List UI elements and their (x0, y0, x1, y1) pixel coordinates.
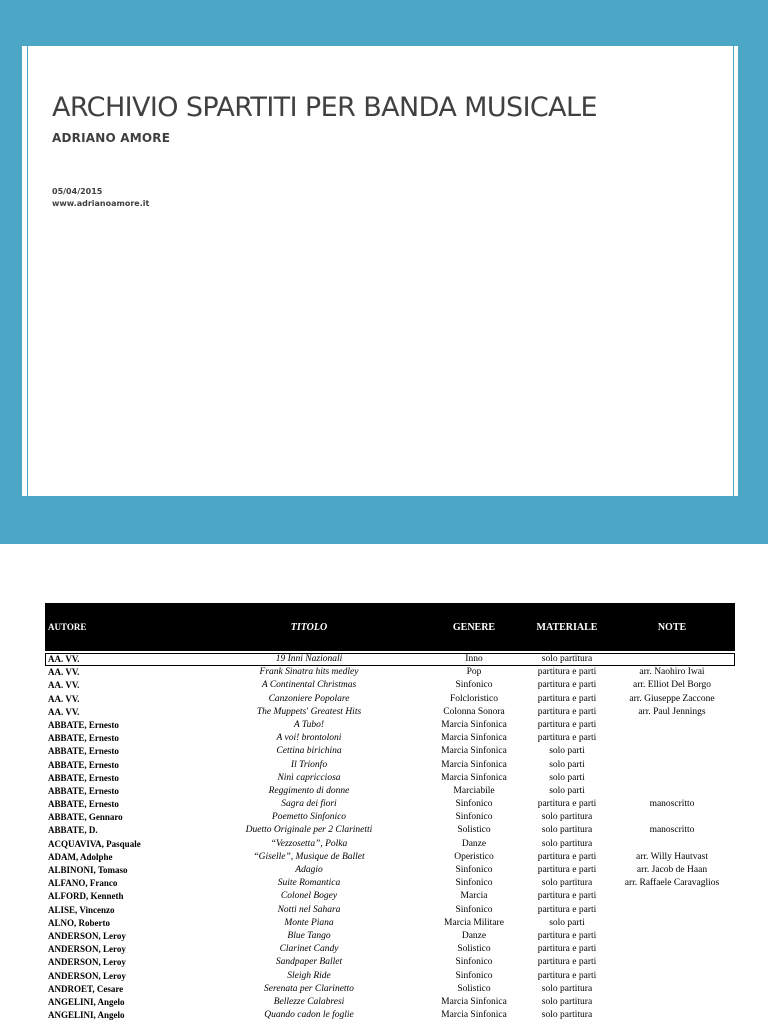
cell-author: ANDERSON, Leroy (48, 944, 126, 955)
cell-genre: Folcloristico (449, 693, 499, 704)
cell-genre: Sinfonico (455, 878, 493, 889)
cell-genre: Sinfonico (455, 970, 493, 981)
table-row (45, 890, 735, 903)
cell-title: Monte Piana (284, 917, 334, 928)
table-row (45, 956, 735, 969)
table-row (45, 759, 735, 772)
cell-material: partitura e parti (537, 944, 597, 955)
header-title: TITOLO (290, 622, 328, 633)
cell-material: partitura e parti (537, 851, 597, 862)
cell-author: AA. VV. (48, 693, 80, 704)
cell-material: partitura e parti (537, 891, 597, 902)
table-row (45, 745, 735, 758)
document-website: www.adrianoamore.it (52, 199, 150, 208)
cell-genre: Marcia Sinfonica (441, 719, 507, 730)
table-row (45, 653, 735, 666)
table-row (45, 679, 735, 692)
cell-author: ANGELINI, Angelo (48, 996, 125, 1007)
cover-top-band (22, 0, 738, 46)
cell-title: Clarinet Candy (279, 944, 339, 955)
cell-author: ABBATE, Ernesto (48, 746, 119, 757)
cell-author: ADAM, Adolphe (48, 851, 113, 862)
cell-material: solo parti (549, 746, 585, 757)
cell-material: solo partitura (541, 838, 593, 849)
cell-material: solo partitura (541, 996, 593, 1007)
table-row (45, 824, 735, 837)
cell-author: ALISE, Vincenzo (48, 904, 115, 915)
cell-title: Serenata per Clarinetto (264, 983, 354, 994)
table-row (45, 772, 735, 785)
cell-genre: Marcia Sinfonica (441, 772, 507, 783)
cell-author: AA. VV. (48, 706, 80, 717)
cell-genre: Danze (461, 930, 487, 941)
cell-material: partitura e parti (537, 970, 597, 981)
cell-author: ALNO, Roberto (48, 917, 110, 928)
cell-genre: Marcia Militare (444, 917, 504, 928)
cell-material: solo parti (549, 759, 585, 770)
document-date: 05/04/2015 (52, 187, 103, 196)
cell-genre: Inno (465, 654, 483, 664)
cell-genre: Solistico (457, 983, 491, 994)
table-header (45, 603, 735, 651)
cell-material: partitura e parti (537, 930, 597, 941)
cell-genre: Sinfonico (455, 865, 493, 875)
cell-genre: Marcia Sinfonica (441, 746, 507, 757)
cell-genre: Sinfonico (455, 904, 493, 915)
cell-title: Bellezze Calabresi (273, 996, 345, 1007)
cell-title: Poemetto Sinfonico (271, 812, 347, 823)
cell-genre: Marcia (460, 891, 488, 902)
cell-title: Duetto Originale per 2 Clarinetti (245, 825, 373, 836)
cell-author: ABBATE, Ernesto (48, 785, 119, 796)
cell-notes: arr. Naohiro Iwai (639, 667, 705, 678)
cell-notes: arr. Giuseppe Zaccone (629, 693, 715, 704)
cell-material: solo partitura (541, 983, 593, 994)
cell-material: partitura e parti (537, 904, 597, 915)
cell-title: Sleigh Ride (287, 970, 331, 981)
table-row (45, 983, 735, 996)
table-row (45, 864, 735, 877)
cell-material: solo parti (549, 917, 585, 928)
table-row (45, 930, 735, 943)
cell-genre: Sinfonico (455, 957, 493, 968)
header-material: MATERIALE (536, 622, 598, 633)
table-row (45, 693, 735, 706)
cell-title: Sagra dei fiori (281, 799, 337, 810)
document-title: ARCHIVIO SPARTITI PER BANDA MUSICALE (52, 92, 597, 123)
cell-notes: manoscritto (649, 799, 695, 810)
cell-author: ABBATE, Gennaro (48, 812, 123, 823)
table-row (45, 719, 735, 732)
cell-author: ACQUAVIVA, Pasquale (48, 838, 141, 849)
table-row (45, 970, 735, 983)
table-row (45, 811, 735, 824)
cover-bottom-band (22, 496, 738, 544)
table-row (45, 706, 735, 719)
cell-genre: Sinfonico (455, 812, 493, 823)
table-row (45, 798, 735, 811)
table-row (45, 904, 735, 917)
cell-material: partitura e parti (537, 667, 597, 678)
cover-sheet (22, 0, 738, 544)
cell-title: A Continental Christmas (261, 680, 357, 691)
cell-genre: Marcia Sinfonica (441, 733, 507, 744)
cell-author: AA. VV. (48, 654, 80, 664)
cell-title: Blue Tango (287, 930, 331, 941)
cell-material: partitura e parti (537, 693, 597, 704)
cell-material: partitura e parti (537, 957, 597, 968)
cell-genre: Marciabile (453, 785, 495, 796)
cell-genre: Colonna Sonora (443, 706, 505, 717)
cell-title: A Tubo! (293, 719, 325, 730)
cell-material: solo partitura (541, 1010, 593, 1021)
cell-genre: Marcia Sinfonica (441, 1010, 507, 1021)
cell-title: Adagio (295, 865, 323, 875)
cell-author: ANGELINI, Angelo (48, 1010, 125, 1021)
cell-title: Il Trionfo (290, 759, 328, 770)
cell-author: ABBATE, Ernesto (48, 719, 119, 730)
cell-material: solo partitura (541, 825, 593, 836)
cell-title: Canzoniere Popolare (268, 693, 350, 704)
cell-material: solo parti (549, 785, 585, 796)
cell-author: ABBATE, Ernesto (48, 799, 119, 810)
cell-title: 19 Inni Nazionali (275, 654, 343, 664)
cell-author: ANDERSON, Leroy (48, 957, 126, 968)
cell-title: Reggimento di donne (268, 785, 350, 796)
cell-title: Suite Romantica (277, 878, 341, 889)
cell-material: partitura e parti (537, 680, 597, 691)
table-row (45, 996, 735, 1009)
cell-title: “Vezzosetta”, Polka (270, 838, 348, 849)
cell-material: partitura e parti (537, 865, 597, 875)
cell-author: ABBATE, Ernesto (48, 759, 119, 770)
cell-genre: Solistico (457, 825, 491, 836)
score-catalog-table (45, 603, 735, 1022)
cell-title: Frank Sinatra hits medley (259, 667, 359, 678)
cell-genre: Solistico (457, 944, 491, 955)
cell-author: ANDROET, Cesare (48, 983, 124, 994)
cell-notes: arr. Willy Hautvast (636, 851, 708, 862)
cell-author: ANDERSON, Leroy (48, 970, 126, 981)
cell-notes: arr. Jacob de Haan (636, 865, 708, 875)
cell-title: Colonel Bogey (280, 891, 338, 902)
cell-genre: Sinfonico (455, 799, 493, 810)
table-row (45, 666, 735, 679)
cell-notes: arr. Elliot Del Borgo (633, 680, 711, 691)
cover-rule-right (733, 0, 734, 544)
cover-rule-left (27, 0, 28, 544)
header-genre: GENERE (452, 622, 496, 633)
cell-material: solo parti (549, 772, 585, 783)
cell-genre: Marcia Sinfonica (441, 759, 507, 770)
cell-material: partitura e parti (537, 719, 597, 730)
cell-material: partitura e parti (537, 706, 597, 717)
cell-author: ANDERSON, Leroy (48, 930, 126, 941)
table-row (45, 877, 735, 890)
cell-title: Quando cadon le foglie (264, 1010, 354, 1021)
cell-author: AA. VV. (48, 680, 80, 691)
cell-author: ABBATE, Ernesto (48, 772, 119, 783)
table-row (45, 732, 735, 745)
table-row (45, 785, 735, 798)
cell-notes: manoscritto (649, 825, 695, 836)
cell-title: Sandpaper Ballet (275, 957, 343, 968)
table-body (45, 653, 735, 1022)
cell-title: Ninì capricciosa (277, 772, 341, 783)
cell-material: solo partitura (541, 878, 593, 889)
cell-genre: Pop (466, 667, 482, 678)
cell-material: solo partitura (541, 654, 593, 664)
cell-title: The Muppets' Greatest Hits (256, 706, 362, 717)
cell-author: ALFANO, Franco (48, 878, 118, 889)
table-row (45, 1009, 735, 1022)
table-row (45, 917, 735, 930)
cell-material: partitura e parti (537, 799, 597, 810)
cell-author: ALFORD, Kenneth (48, 891, 124, 902)
cell-title: Notti nel Sahara (277, 904, 341, 915)
cell-title: A voi! brontoloni (276, 733, 342, 744)
table-row (45, 851, 735, 864)
header-notes: NOTE (657, 622, 687, 633)
cell-author: ABBATE, D. (48, 825, 98, 836)
table-row (45, 838, 735, 851)
table-row (45, 943, 735, 956)
cell-author: ALBINONI, Tomaso (48, 865, 128, 875)
cell-genre: Sinfonico (455, 680, 493, 691)
cell-title: Cettina birichina (276, 746, 342, 757)
cell-notes: arr. Raffaele Caravaglios (624, 878, 720, 889)
document-author: ADRIANO AMORE (52, 131, 171, 145)
cell-material: solo partitura (541, 812, 593, 823)
cell-title: “Giselle”, Musique de Ballet (253, 851, 365, 862)
cell-genre: Marcia Sinfonica (441, 996, 507, 1007)
cell-genre: Danze (461, 838, 487, 849)
cell-notes: arr. Paul Jennings (638, 706, 706, 717)
cell-material: partitura e parti (537, 733, 597, 744)
header-author: AUTORE (48, 622, 87, 632)
cell-author: ABBATE, Ernesto (48, 733, 119, 744)
cell-author: AA. VV. (48, 667, 80, 678)
cell-genre: Operistico (454, 851, 494, 862)
